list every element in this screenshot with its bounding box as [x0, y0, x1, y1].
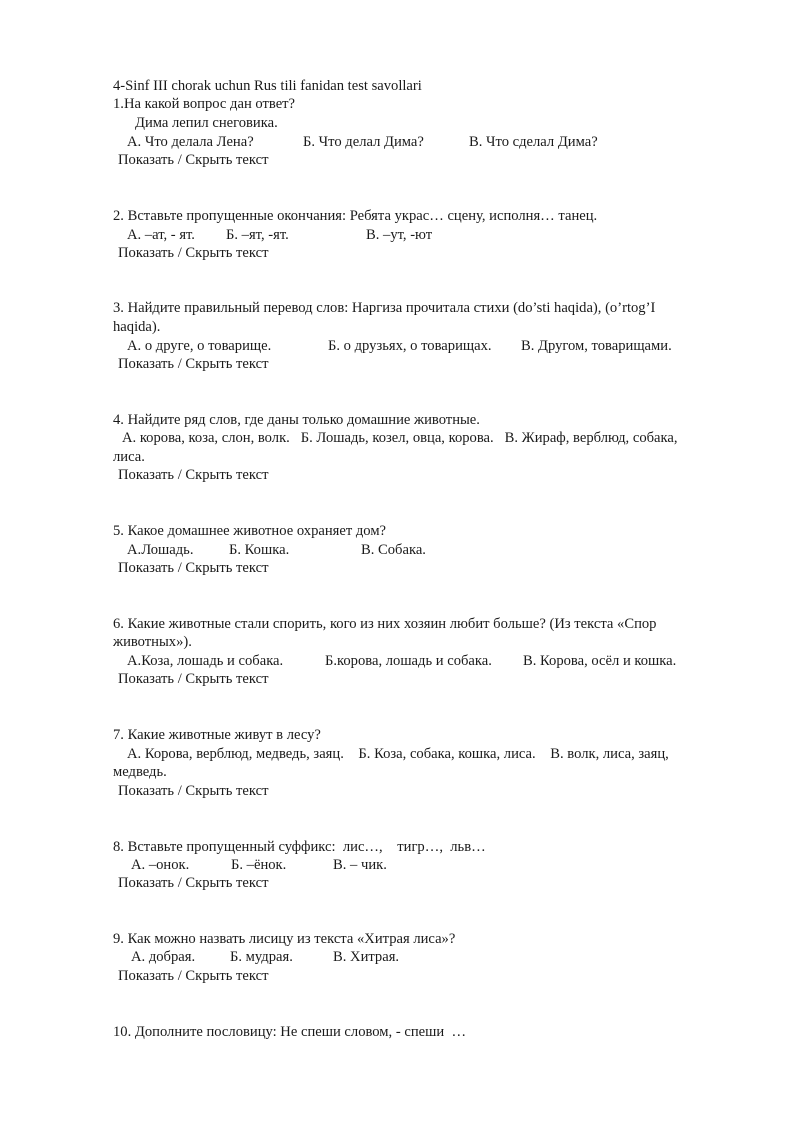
question-4-options-line-1: А. корова, коза, слон, волк. Б. Лошадь, козел, овца, корова. В. Жираф, верблюд, собака,	[122, 430, 678, 446]
question-9-option-c: В. Хитрая.	[333, 949, 400, 965]
question-7: 7. Какие животные живут в лесу?	[113, 727, 321, 743]
question-2-option-b: Б. –ят, -ят.	[226, 227, 289, 243]
question-1-option-b: Б. Что делал Дима?	[303, 134, 424, 150]
question-5-option-c: В. Собака.	[361, 542, 426, 558]
question-6-option-a: А.Коза, лошадь и собака.	[127, 653, 284, 669]
question-1-option-a: А. Что делала Лена?	[127, 134, 254, 150]
question-2-toggle-link[interactable]: Показать / Скрыть текст	[118, 245, 269, 261]
question-3-line-1: 3. Найдите правильный перевод слов: Наргиза прочитала стихи (do’sti haqida), (o’rtog’I	[113, 300, 656, 316]
question-6-option-c: В. Корова, осёл и кошка.	[523, 653, 677, 669]
question-5-toggle-link[interactable]: Показать / Скрыть текст	[118, 560, 269, 576]
question-2-option-c: В. –ут, -ют	[366, 227, 433, 243]
question-3-option-a: А. о друге, о товарище.	[127, 338, 272, 354]
question-1-option-c: В. Что сделал Дима?	[469, 134, 598, 150]
question-6-option-b: Б.корова, лошадь и собака.	[325, 653, 492, 669]
question-5-option-b: Б. Кошка.	[229, 542, 290, 558]
question-6-line-2: животных»).	[113, 634, 192, 650]
question-3-option-b: Б. о друзьях, о товарищах.	[328, 338, 492, 354]
question-4: 4. Найдите ряд слов, где даны только домашние животные.	[113, 412, 480, 428]
question-1: 1.На какой вопрос дан ответ?	[113, 96, 296, 112]
question-6-toggle-link[interactable]: Показать / Скрыть текст	[118, 671, 269, 687]
question-5-option-a: А.Лошадь.	[127, 542, 194, 558]
document-title: 4-Sinf III chorak uchun Rus tili fanidan test savollari	[113, 78, 422, 94]
question-2-option-a: А. –ат, - ят.	[127, 227, 195, 243]
question-3-line-2: haqida).	[113, 319, 161, 335]
question-4-toggle-link[interactable]: Показать / Скрыть текст	[118, 467, 269, 483]
question-8-option-a: А. –онок.	[131, 857, 190, 873]
question-10: 10. Дополните пословицу: Не спеши словом, - спеши …	[113, 1024, 467, 1040]
question-8: 8. Вставьте пропущенный суффикс: лис…, тигр…, льв…	[113, 839, 486, 855]
question-9-option-a: А. добрая.	[131, 949, 196, 965]
question-8-toggle-link[interactable]: Показать / Скрыть текст	[118, 875, 269, 891]
question-7-toggle-link[interactable]: Показать / Скрыть текст	[118, 783, 269, 799]
question-7-options-line-2: медведь.	[113, 764, 167, 780]
question-2: 2. Вставьте пропущенные окончания: Ребята украс… сцену, исполня… танец.	[113, 208, 598, 224]
question-1-sentence: Дима лепил снеговика.	[135, 115, 278, 131]
question-8-option-b: Б. –ёнок.	[231, 857, 287, 873]
question-4-options-line-2: лиса.	[113, 449, 145, 465]
question-9: 9. Как можно назвать лисицу из текста «Хитрая лиса»?	[113, 931, 456, 947]
question-7-options-line-1: А. Корова, верблюд, медведь, заяц. Б. Коза, собака, кошка, лиса. В. волк, лиса, заяц,	[127, 746, 669, 762]
question-8-option-c: В. – чик.	[333, 857, 387, 873]
question-1-toggle-link[interactable]: Показать / Скрыть текст	[118, 152, 269, 168]
question-3-toggle-link[interactable]: Показать / Скрыть текст	[118, 356, 269, 372]
question-9-option-b: Б. мудрая.	[230, 949, 293, 965]
question-3-option-c: В. Другом, товарищами.	[521, 338, 672, 354]
question-5: 5. Какое домашнее животное охраняет дом?	[113, 523, 387, 539]
question-9-toggle-link[interactable]: Показать / Скрыть текст	[118, 968, 269, 984]
question-6-line-1: 6. Какие животные стали спорить, кого из них хозяин любит больше? (Из текста «Спор	[113, 616, 657, 632]
